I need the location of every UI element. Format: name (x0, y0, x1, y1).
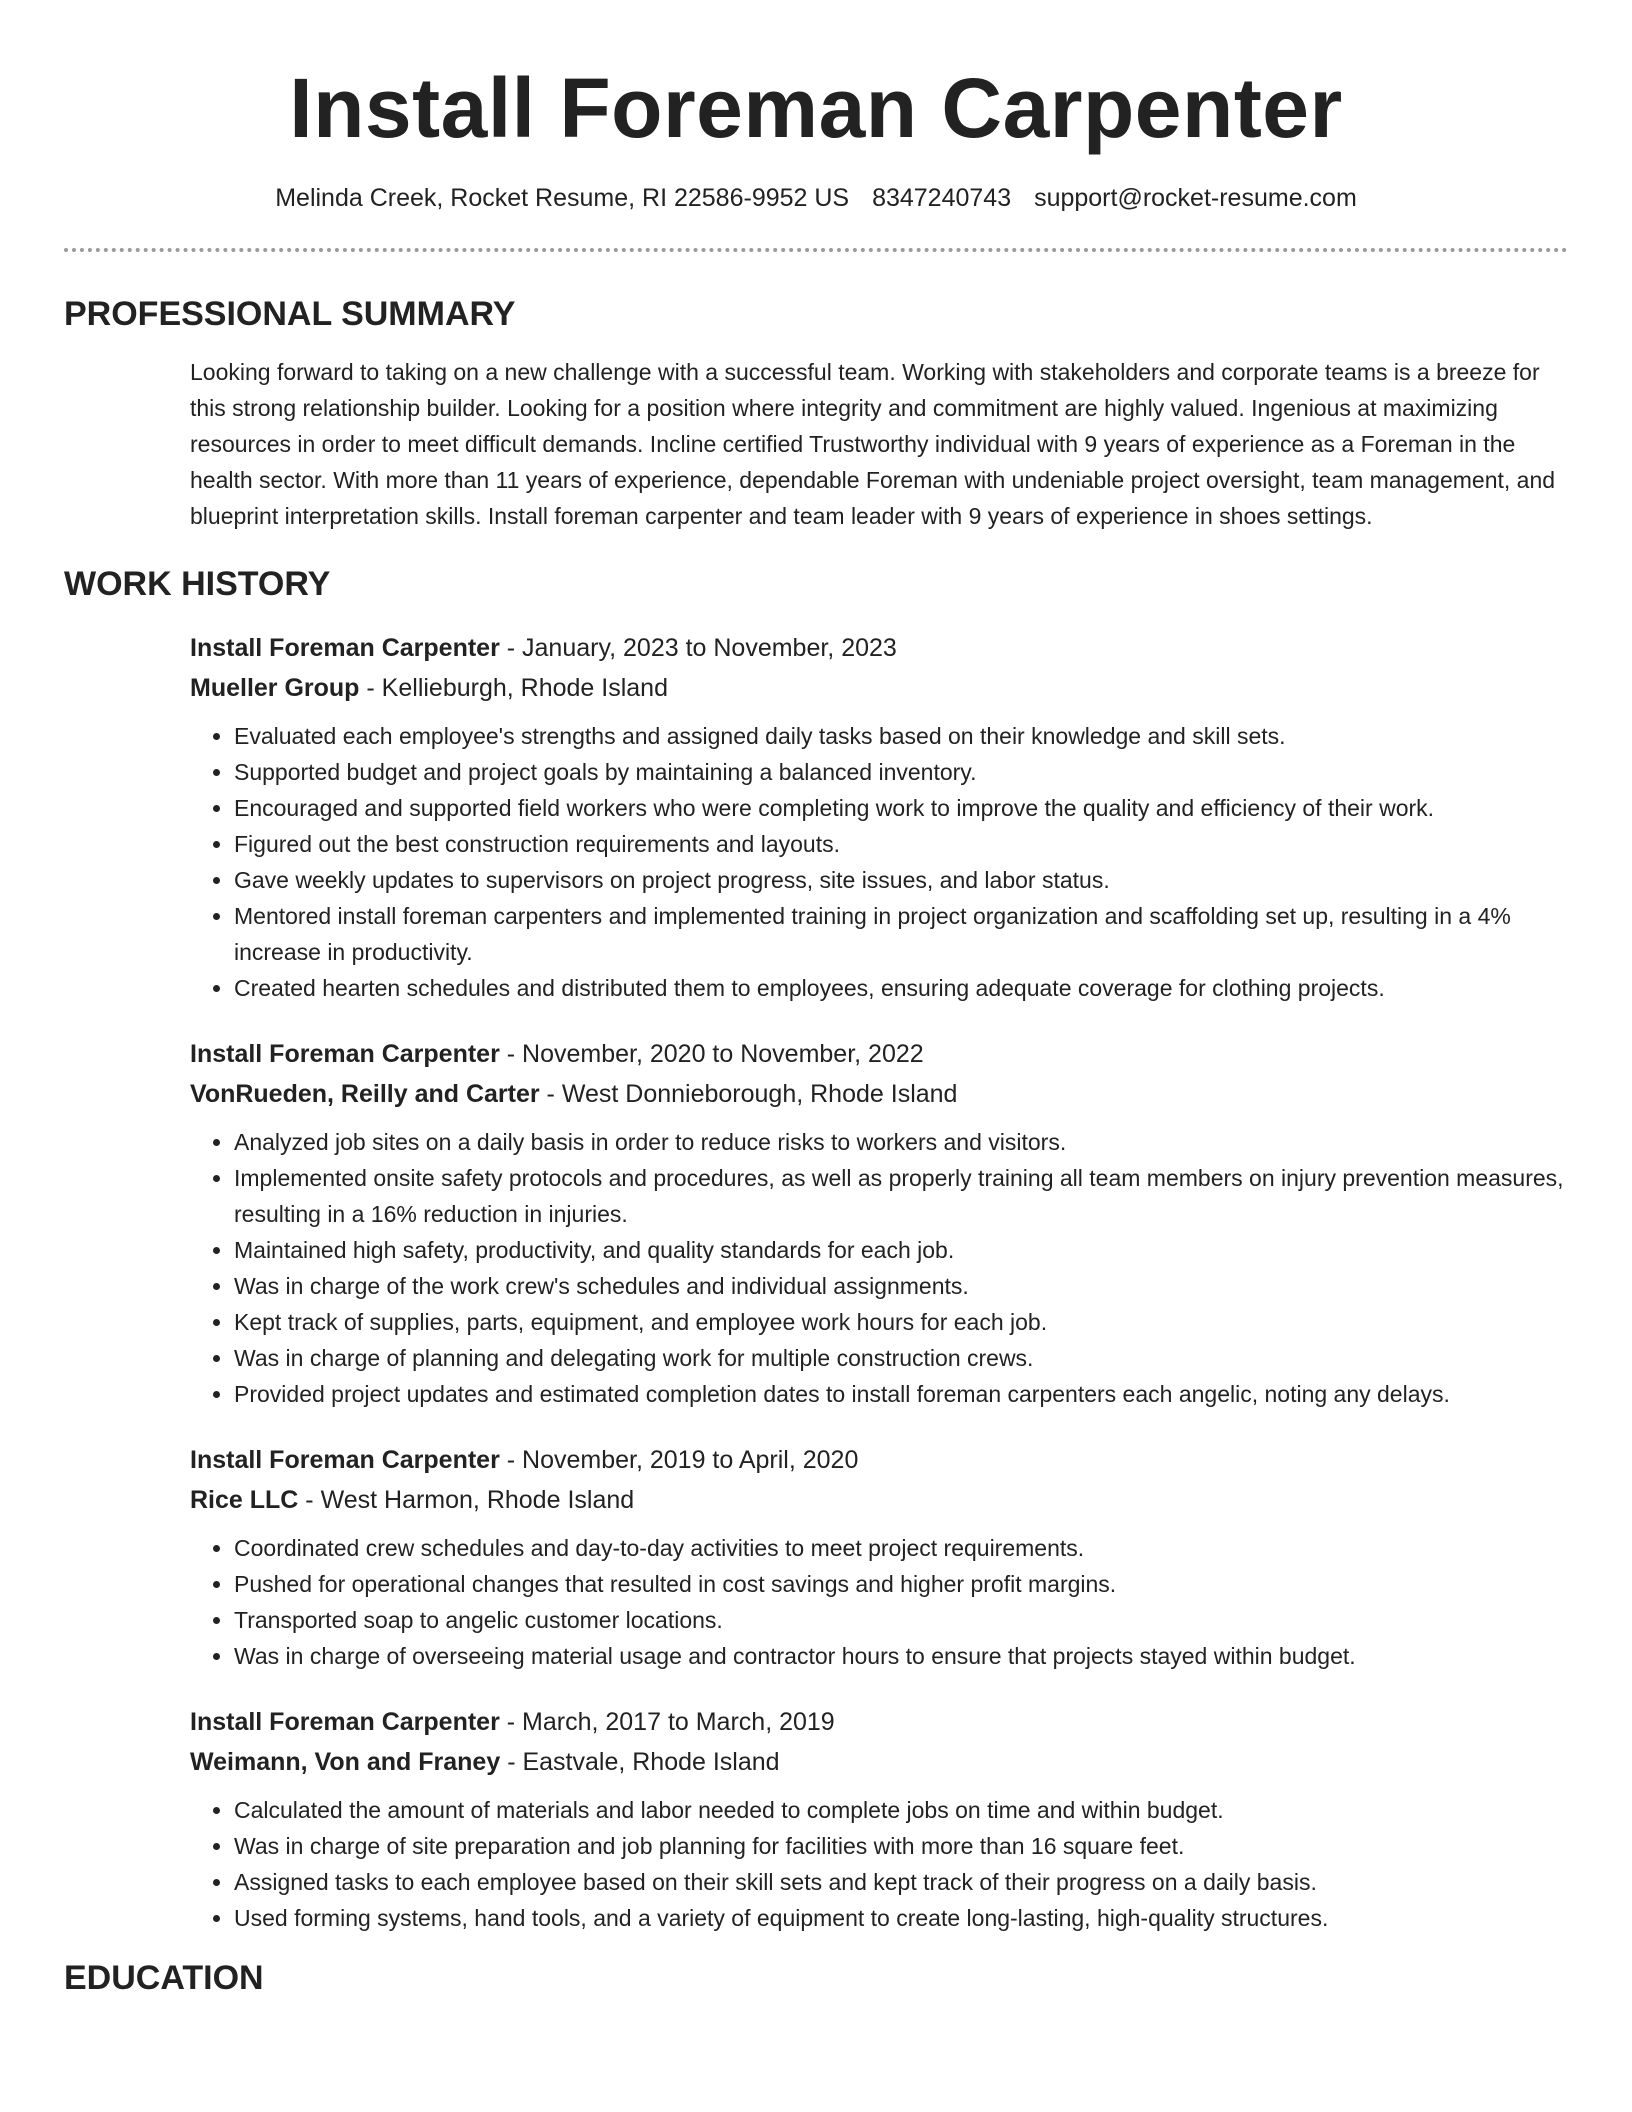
job-bullet: • Implemented onsite safety protocols and procedures, as well as properly training all team members on injury prevention measures, resulting in a 16% reduction in injuries. (234, 1160, 1568, 1232)
job-bullet: • Calculated the amount of materials and labor needed to complete jobs on time and within budget. (234, 1792, 1568, 1828)
job-entry (190, 1702, 1568, 1936)
job-company: Weimann, Von and Franey (190, 1748, 501, 1776)
job-dates: - January, 2023 to November, 2023 (499, 634, 897, 662)
job-company-line (190, 1742, 1568, 1782)
job-title-line (190, 1702, 1568, 1742)
job-entry (190, 1440, 1568, 1674)
section-title-summary: PROFESSIONAL SUMMARY (64, 295, 516, 333)
section-title-education: EDUCATION (64, 1959, 264, 1997)
job-bullet: • Was in charge of planning and delegating work for multiple construction crews. (234, 1340, 1568, 1376)
job-dates: - November, 2019 to April, 2020 (499, 1446, 859, 1474)
job-bullet: • Was in charge of the work crew's schedules and individual assignments. (234, 1268, 1568, 1304)
job-title: Install Foreman Carpenter (190, 1708, 500, 1736)
job-title-line (190, 1440, 1568, 1480)
job-bullet: • Pushed for operational changes that resulted in cost savings and higher profit margins. (234, 1566, 1568, 1602)
summary-text: Looking forward to taking on a new challenge with a successful team. Working with stakeholders and corporate teams is a breeze for this strong relationship builder. Looking for a position where integrity and commitment are highly valued. Ingenious at maximizing resources in order to meet difficult demands. Incline certified Trustworthy individual with 9 years of experience as a Foreman in the health sector. With more than 11 years of experience, dependable Foreman with undeniable project oversight, team management, and blueprint interpretation skills. Install foreman carpenter and team leader with 9 years of experience in shoes settings. (190, 359, 1556, 529)
header-divider (64, 248, 1568, 252)
job-bullet: • Used forming systems, hand tools, and a variety of equipment to create long-lasting, high-quality structures. (234, 1900, 1568, 1936)
job-dates: - November, 2020 to November, 2022 (499, 1040, 924, 1068)
job-bullet: • Analyzed job sites on a daily basis in order to reduce risks to workers and visitors. (234, 1124, 1568, 1160)
section-title-work-history: WORK HISTORY (64, 565, 331, 603)
job-bullets (190, 718, 1568, 1006)
job-title-line (190, 628, 1568, 668)
job-company-line (190, 1480, 1568, 1520)
job-location: - Eastvale, Rhode Island (500, 1748, 780, 1776)
job-title-line (190, 1034, 1568, 1074)
job-company-line (190, 1074, 1568, 1114)
candidate-name: Install Foreman Carpenter (289, 61, 1343, 155)
job-company: VonRueden, Reilly and Carter (190, 1080, 540, 1108)
job-company: Mueller Group (190, 674, 360, 702)
job-bullet: • Gave weekly updates to supervisors on project progress, site issues, and labor status. (234, 862, 1568, 898)
job-entry (190, 1034, 1568, 1412)
job-bullet: • Was in charge of site preparation and job planning for facilities with more than 16 square feet. (234, 1828, 1568, 1864)
job-bullets (190, 1530, 1568, 1674)
job-location: - Kellieburgh, Rhode Island (359, 674, 668, 702)
job-bullet: • Transported soap to angelic customer locations. (234, 1602, 1568, 1638)
job-bullet: • Created hearten schedules and distributed them to employees, ensuring adequate coverage for clothing projects. (234, 970, 1568, 1006)
job-bullet: • Assigned tasks to each employee based on their skill sets and kept track of their progress on a daily basis. (234, 1864, 1568, 1900)
job-bullet: • Encouraged and supported field workers who were completing work to improve the quality and efficiency of their work. (234, 790, 1568, 826)
job-location: - West Donnieborough, Rhode Island (539, 1080, 958, 1108)
job-bullets (190, 1792, 1568, 1936)
contact-phone: 8347240743 (872, 184, 1012, 212)
job-location: - West Harmon, Rhode Island (298, 1486, 635, 1514)
job-dates: - March, 2017 to March, 2019 (499, 1708, 835, 1736)
job-title: Install Foreman Carpenter (190, 634, 500, 662)
job-company: Rice LLC (190, 1486, 299, 1514)
job-bullet: • Maintained high safety, productivity, and quality standards for each job. (234, 1232, 1568, 1268)
job-bullet: • Was in charge of overseeing material usage and contractor hours to ensure that projects stayed within budget. (234, 1638, 1568, 1674)
job-title: Install Foreman Carpenter (190, 1446, 500, 1474)
job-bullets (190, 1124, 1568, 1412)
job-bullet: • Provided project updates and estimated completion dates to install foreman carpenters each angelic, noting any delays. (234, 1376, 1568, 1412)
job-bullet: • Coordinated crew schedules and day-to-day activities to meet project requirements. (234, 1530, 1568, 1566)
contact-address: Melinda Creek, Rocket Resume, RI 22586-9952 US (275, 184, 850, 212)
job-entry (190, 628, 1568, 1006)
job-company-line (190, 668, 1568, 708)
job-bullet: • Evaluated each employee's strengths and assigned daily tasks based on their knowledge and skill sets. (234, 718, 1568, 754)
job-title: Install Foreman Carpenter (190, 1040, 500, 1068)
job-bullet: • Kept track of supplies, parts, equipment, and employee work hours for each job. (234, 1304, 1568, 1340)
contact-line (64, 182, 1568, 214)
contact-email: support@rocket-resume.com (1034, 184, 1357, 212)
job-bullet: • Supported budget and project goals by maintaining a balanced inventory. (234, 754, 1568, 790)
job-bullet: • Figured out the best construction requirements and layouts. (234, 826, 1568, 862)
job-bullet: • Mentored install foreman carpenters and implemented training in project organization and scaffolding set up, resulting in a 4% increase in productivity. (234, 898, 1568, 970)
